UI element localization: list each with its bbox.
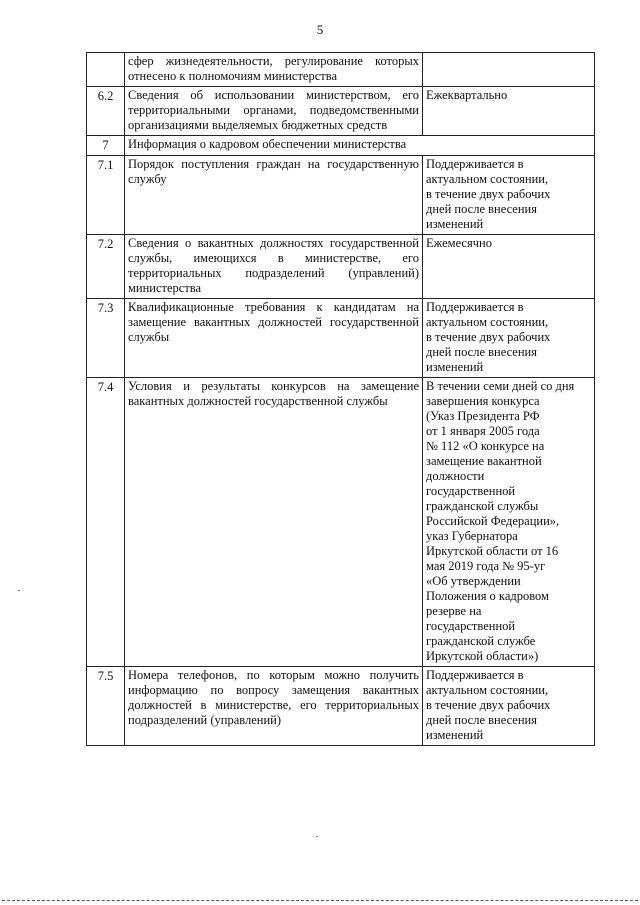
row-number: 7.3 bbox=[87, 299, 125, 378]
term-line: № 112 «О конкурсе на bbox=[426, 439, 545, 453]
table-row bbox=[87, 87, 595, 136]
row-number bbox=[87, 53, 125, 87]
table-body bbox=[87, 53, 595, 746]
row-description: Квалификационные требования к кандидатам на замещение вакантных должностей государственной службы bbox=[125, 299, 423, 378]
row-description: Сведения о вакантных должностях государственной службы, имеющихся в министерстве, его территориальных подразделений (управлений) министерства bbox=[125, 235, 423, 299]
table-row bbox=[87, 53, 595, 87]
row-term bbox=[423, 53, 595, 87]
row-term bbox=[423, 299, 595, 378]
row-description: Условия и результаты конкурсов на замещение вакантных должностей государственной службы bbox=[125, 378, 423, 667]
row-number: 6.2 bbox=[87, 87, 125, 136]
term-line: должности bbox=[426, 469, 485, 483]
term-line: указ Губернатора bbox=[426, 529, 518, 543]
term-line: (Указ Президента РФ bbox=[426, 409, 540, 423]
row-description: Порядок поступления граждан на государственную службу bbox=[125, 156, 423, 235]
table-row bbox=[87, 667, 595, 746]
term-line: дней после внесения bbox=[426, 713, 537, 727]
row-term bbox=[423, 235, 595, 299]
term-line: дней после внесения bbox=[426, 202, 537, 216]
row-term bbox=[423, 87, 595, 136]
row-number: 7.2 bbox=[87, 235, 125, 299]
term-line: Российской Федерации», bbox=[426, 514, 560, 528]
term-line: резерве на bbox=[426, 604, 482, 618]
term-line: Иркутской области») bbox=[426, 649, 539, 663]
disclosure-table bbox=[86, 52, 595, 746]
table-row bbox=[87, 299, 595, 378]
bottom-scan-line bbox=[2, 900, 638, 901]
row-description: Сведения об использовании министерством, его территориальными органами, подведомственными организациями выделяемых бюджетных средств bbox=[125, 87, 423, 136]
row-description: Номера телефонов, по которым можно получить информацию по вопросу замещения вакантных должностей в министерстве, его территориальных подразделений (управлений) bbox=[125, 667, 423, 746]
term-line: в течение двух рабочих bbox=[426, 698, 551, 712]
term-line: актуальном состоянии, bbox=[426, 172, 549, 186]
term-line: актуальном состоянии, bbox=[426, 315, 549, 329]
table-row bbox=[87, 235, 595, 299]
term-line: дней после внесения bbox=[426, 345, 537, 359]
scan-speck bbox=[18, 590, 20, 591]
row-number: 7 bbox=[87, 136, 125, 156]
table-row bbox=[87, 378, 595, 667]
term-line: в течение двух рабочих bbox=[426, 187, 551, 201]
scan-speck bbox=[316, 836, 318, 837]
term-line: государственной bbox=[426, 484, 516, 498]
term-line: гражданской службы bbox=[426, 499, 539, 513]
term-line: в течение двух рабочих bbox=[426, 330, 551, 344]
term-line: от 1 января 2005 года bbox=[426, 424, 540, 438]
term-line: Иркутской области от 16 bbox=[426, 544, 559, 558]
row-term bbox=[423, 667, 595, 746]
term-line: «Об утверждении bbox=[426, 574, 521, 588]
row-term bbox=[423, 378, 595, 667]
term-line: мая 2019 года № 95-уг bbox=[426, 559, 546, 573]
page-number: 5 bbox=[316, 22, 324, 37]
term-line: Поддерживается в bbox=[426, 157, 524, 171]
term-line: Поддерживается в bbox=[426, 668, 524, 682]
term-line: изменений bbox=[426, 728, 484, 742]
term-line: Ежеквартально bbox=[426, 88, 508, 102]
row-description: сфер жизнедеятельности, регулирование которых отнесено к полномочиям министерства bbox=[125, 53, 423, 87]
term-line: гражданской службе bbox=[426, 634, 536, 648]
term-line: изменений bbox=[426, 217, 484, 231]
term-line: замещение вакантной bbox=[426, 454, 542, 468]
row-number: 7.5 bbox=[87, 667, 125, 746]
term-line: завершения конкурса bbox=[426, 394, 540, 408]
term-line: государственной bbox=[426, 619, 516, 633]
term-line: Положения о кадровом bbox=[426, 589, 549, 603]
term-line: изменений bbox=[426, 360, 484, 374]
row-number: 7.1 bbox=[87, 156, 125, 235]
table-row bbox=[87, 156, 595, 235]
row-description: Информация о кадровом обеспечении министерства bbox=[125, 136, 595, 156]
row-number: 7.4 bbox=[87, 378, 125, 667]
term-line: актуальном состоянии, bbox=[426, 683, 549, 697]
term-line: В течении семи дней со дня bbox=[426, 379, 575, 393]
term-line: Ежемесячно bbox=[426, 236, 492, 250]
term-line: Поддерживается в bbox=[426, 300, 524, 314]
row-term bbox=[423, 156, 595, 235]
table-row bbox=[87, 136, 595, 156]
